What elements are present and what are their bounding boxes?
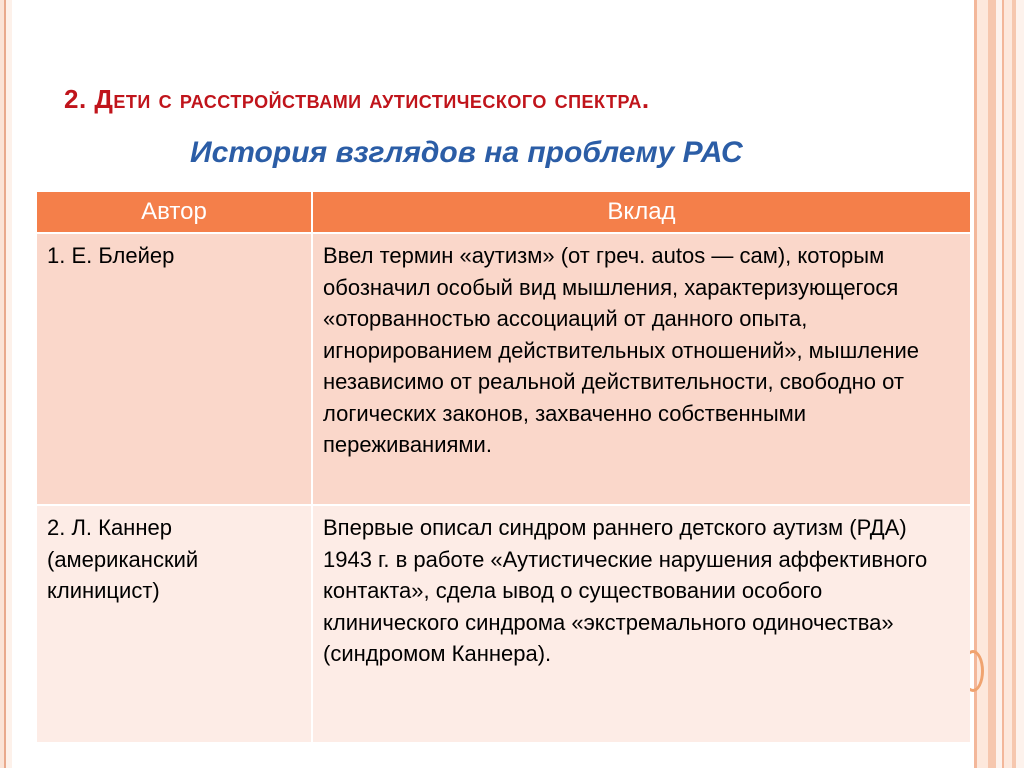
- table-row: [37, 506, 970, 742]
- header-author: Автор: [37, 192, 311, 232]
- left-frame-border: [0, 0, 12, 768]
- slide-title: 2. Дети с расстройствами аутистического спектра.: [64, 84, 650, 114]
- header-contribution: Вклад: [313, 192, 970, 232]
- contribution-cell: Впервые описал синдром раннего детского аутизм (РДА) 1943 г. в работе «Аутистические нарушения аффективного контакта», сдела ывод о существовании особого клинического синдрома «экстремального одиночества» (синдромом Каннера).: [313, 506, 970, 742]
- history-table: [35, 190, 972, 744]
- contribution-cell: Ввел термин «аутизм» (от греч. autos — сам), которым обозначил особый вид мышления, характеризующегося «оторванностью ассоциаций от данного опыта, игнорированием действительных отношений», мышление независимо от реальной действительности, свободно от логических законов, захваченно собственными переживаниями.: [313, 234, 970, 504]
- author-cell: 2. Л. Каннер (американский клиницист): [37, 506, 311, 742]
- author-cell: 1. Е. Блейер: [37, 234, 311, 504]
- slide-subtitle: История взглядов на проблему РАС: [190, 136, 743, 169]
- table-row: [37, 234, 970, 504]
- table-header-row: [37, 192, 970, 232]
